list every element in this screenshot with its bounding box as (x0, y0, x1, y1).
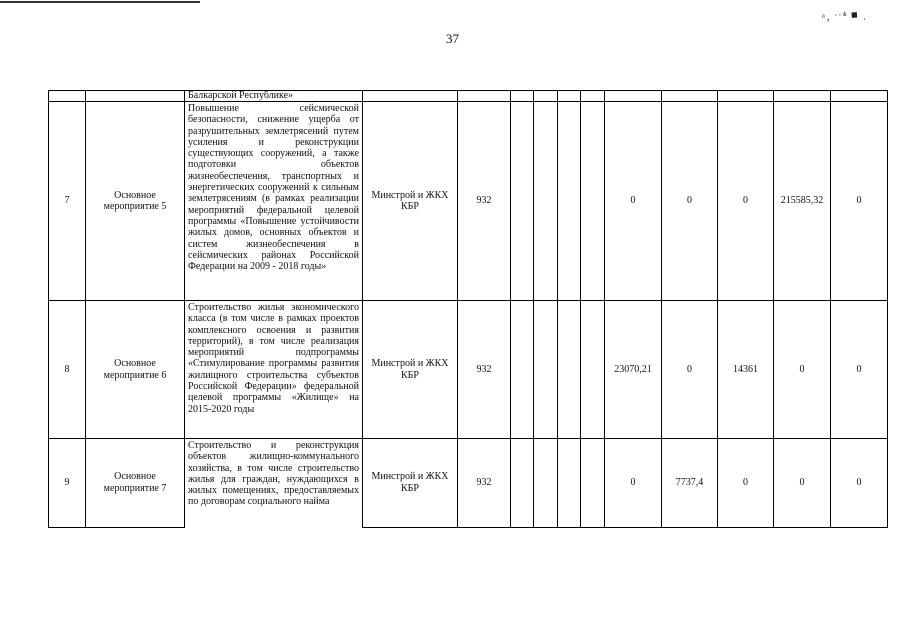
code-col-2 (534, 301, 558, 439)
budget-code: 932 (458, 439, 511, 528)
row-number: 9 (49, 439, 86, 528)
table-row (49, 102, 888, 301)
cell-c2 (534, 91, 558, 102)
handwritten-mark: ᵃ‚ ˑˑ⁴ ■ ˌ (821, 8, 868, 24)
executor: Минстрой и ЖКХ КБР (363, 439, 458, 528)
cell-v3 (718, 91, 774, 102)
program-events-table (48, 90, 888, 528)
cell-c4 (581, 91, 605, 102)
cell-v2 (662, 91, 718, 102)
budget-code: 932 (458, 301, 511, 439)
value-col-2: 0 (662, 301, 718, 439)
executor: Минстрой и ЖКХ КБР (363, 301, 458, 439)
scan-edge-line (0, 1, 200, 3)
cell-num (49, 91, 86, 102)
value-col-3: 0 (718, 439, 774, 528)
cell-v5 (831, 91, 888, 102)
value-col-5: 0 (831, 102, 888, 301)
cell-executor (363, 91, 458, 102)
cell-code (458, 91, 511, 102)
table-row (49, 439, 888, 528)
event-name: Основное мероприятие 5 (86, 102, 185, 301)
continuation-row (49, 91, 888, 102)
executor: Минстрой и ЖКХ КБР (363, 102, 458, 301)
cell-c3 (558, 91, 581, 102)
event-name: Основное мероприятие 6 (86, 301, 185, 439)
cell-v4 (774, 91, 831, 102)
cell-c1 (511, 91, 534, 102)
budget-code: 932 (458, 102, 511, 301)
value-col-3: 0 (718, 102, 774, 301)
code-col-1 (511, 439, 534, 528)
cell-description: Балкарской Республике» (185, 91, 363, 102)
value-col-2: 7737,4 (662, 439, 718, 528)
page-number: 37 (446, 31, 459, 46)
value-col-4: 0 (774, 301, 831, 439)
value-col-4: 215585,32 (774, 102, 831, 301)
event-description: Повышение сейсмической безопасности, снижение ущерба от разрушительных землетрясений путем усиления и реконструкции существующих сооружений, а также подготовки объектов жизнеобеспечения, транспортных и энергетических сооружений к сильным землетрясениям (в рамках реализации мероприятий федеральной целевой программы «Повышение устойчивости жилых домов, основных объектов и систем жизнеобеспечения в сейсмических районах Российской Федерации на 2009 - 2018 годы» (185, 102, 363, 301)
value-col-5: 0 (831, 439, 888, 528)
row-number: 7 (49, 102, 86, 301)
value-col-4: 0 (774, 439, 831, 528)
code-col-2 (534, 439, 558, 528)
event-name: Основное мероприятие 7 (86, 439, 185, 528)
code-col-4 (581, 439, 605, 528)
value-col-1: 0 (605, 439, 662, 528)
value-col-3: 14361 (718, 301, 774, 439)
value-col-1: 23070,21 (605, 301, 662, 439)
code-col-1 (511, 301, 534, 439)
value-col-1: 0 (605, 102, 662, 301)
code-col-1 (511, 102, 534, 301)
code-col-4 (581, 301, 605, 439)
code-col-3 (558, 301, 581, 439)
event-description: Строительство жилья экономического класса (в том числе в рамках проектов комплексного освоения и развития территорий), в том числе реализация мероприятий подпрограммы «Стимулирование программы развития жилищного строительства субъектов Российской Федерации» федеральной целевой программы «Жилище» на 2015-2020 годы (185, 301, 363, 439)
cell-event (86, 91, 185, 102)
value-col-5: 0 (831, 301, 888, 439)
table-row (49, 301, 888, 439)
value-col-2: 0 (662, 102, 718, 301)
event-description: Строительство и реконструкция объектов жилищно-коммунального хозяйства, в том числе строительство жилья для граждан, нуждающихся в жилых помещениях, предоставляемых по договорам социального найма (185, 439, 363, 528)
cell-v1 (605, 91, 662, 102)
code-col-2 (534, 102, 558, 301)
code-col-3 (558, 102, 581, 301)
code-col-3 (558, 439, 581, 528)
row-number: 8 (49, 301, 86, 439)
code-col-4 (581, 102, 605, 301)
